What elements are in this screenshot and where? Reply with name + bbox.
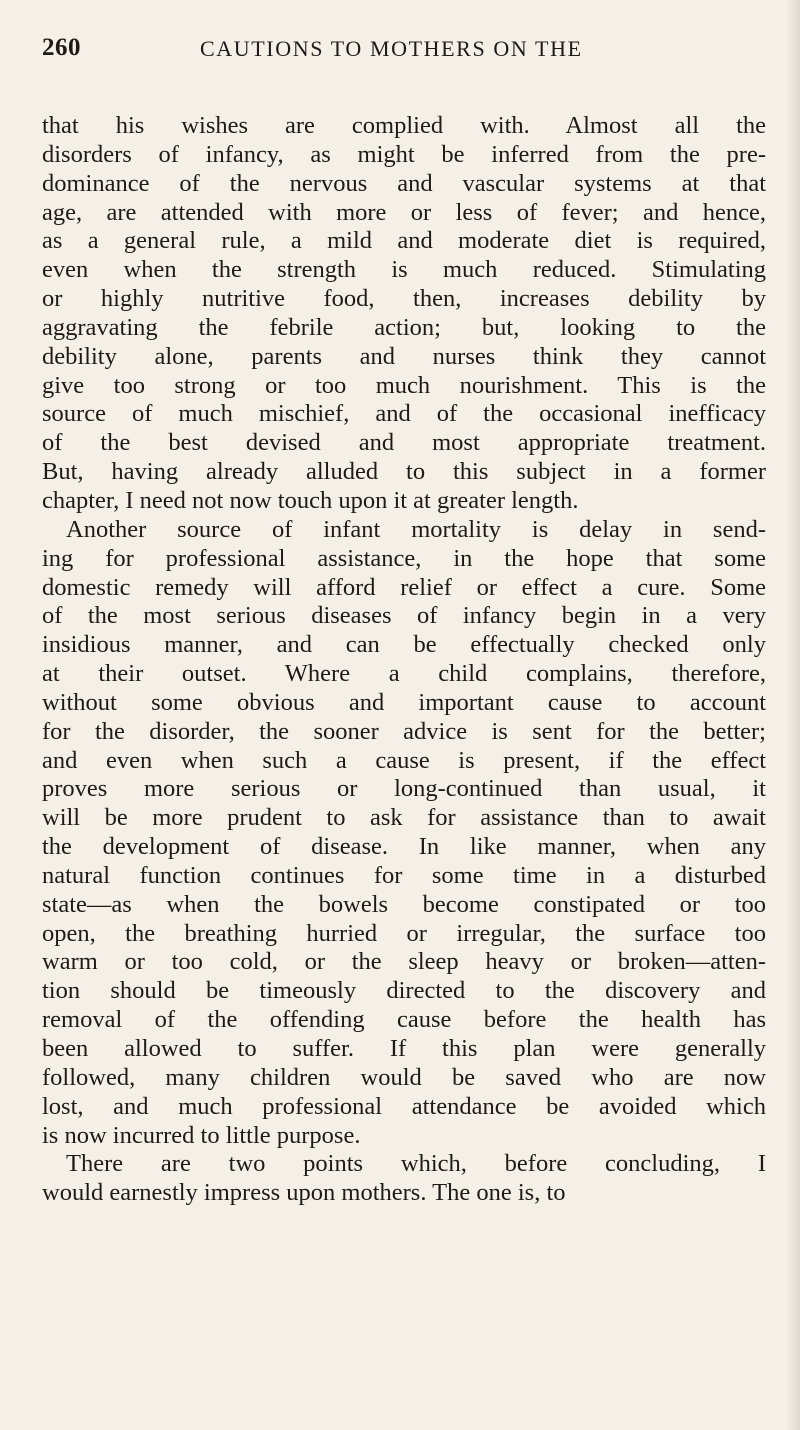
text-line: insidious manner, and can be effectually checked only	[42, 631, 766, 659]
text-line: source of much mischief, and of the occasional inefficacy	[42, 400, 766, 428]
running-head: CAUTIONS TO MOTHERS ON THE	[200, 36, 583, 61]
text-line: disorders of infancy, as might be inferred from the pre-	[42, 140, 766, 168]
text-line: Another source of infant mortality is delay in send-	[66, 515, 766, 543]
text-line: of the most serious diseases of infancy begin in a very	[42, 602, 766, 630]
text-line: But, having already alluded to this subject in a former	[42, 458, 766, 486]
page-edge-shadow	[786, 0, 800, 1430]
text-line: natural function continues for some time in a disturbed	[42, 861, 766, 889]
text-line: aggravating the febrile action; but, looking to the	[42, 313, 766, 341]
text-line: that his wishes are complied with. Almost all the	[42, 112, 766, 139]
text-line: for the disorder, the sooner advice is sent for the better;	[42, 717, 766, 745]
text-line: the development of disease. In like manner, when any	[42, 833, 766, 861]
text-line: ing for professional assistance, in the hope that some	[42, 544, 766, 572]
text-line: been allowed to suffer. If this plan were generally	[42, 1035, 766, 1062]
text-line: without some obvious and important cause to account	[42, 688, 766, 716]
text-line: removal of the offending cause before the health has	[42, 1006, 766, 1034]
text-line: state—as when the bowels become constipated or too	[42, 890, 766, 918]
page-number: 260	[42, 34, 81, 61]
text-line: is now incurred to little purpose.	[42, 1121, 361, 1149]
text-line: give too strong or too much nourishment. This is the	[42, 371, 766, 399]
text-line: lost, and much professional attendance be avoided which	[42, 1092, 766, 1120]
text-line: and even when such a cause is present, if the effect	[42, 746, 766, 774]
body-text	[42, 112, 766, 1208]
text-line: proves more serious or long-continued than usual, it	[42, 775, 766, 803]
text-line: debility alone, parents and nurses think they cannot	[42, 342, 766, 370]
text-line: as a general rule, a mild and moderate diet is required,	[42, 227, 766, 255]
text-line: would earnestly impress upon mothers. The one is, to	[42, 1179, 566, 1207]
text-line: warm or too cold, or the sleep heavy or broken—atten-	[42, 948, 766, 976]
text-line: tion should be timeously directed to the discovery and	[42, 977, 766, 1005]
text-line: or highly nutritive food, then, increases debility by	[42, 285, 766, 313]
text-line: dominance of the nervous and vascular systems at that	[42, 169, 766, 197]
text-line: There are two points which, before concluding, I	[66, 1150, 766, 1178]
text-line: even when the strength is much reduced. Stimulating	[42, 256, 766, 284]
text-line: will be more prudent to ask for assistance than to await	[42, 804, 766, 832]
text-line: domestic remedy will afford relief or effect a cure. Some	[42, 573, 766, 601]
text-line: age, are attended with more or less of fever; and hence,	[42, 198, 766, 226]
text-line: of the best devised and most appropriate treatment.	[42, 429, 766, 457]
text-line: chapter, I need not now touch upon it at greater length.	[42, 486, 579, 514]
text-line: followed, many children would be saved who are now	[42, 1063, 766, 1091]
text-line: open, the breathing hurried or irregular, the surface too	[42, 919, 766, 947]
page-header	[42, 34, 766, 70]
text-line: at their outset. Where a child complains, therefore,	[42, 660, 766, 688]
